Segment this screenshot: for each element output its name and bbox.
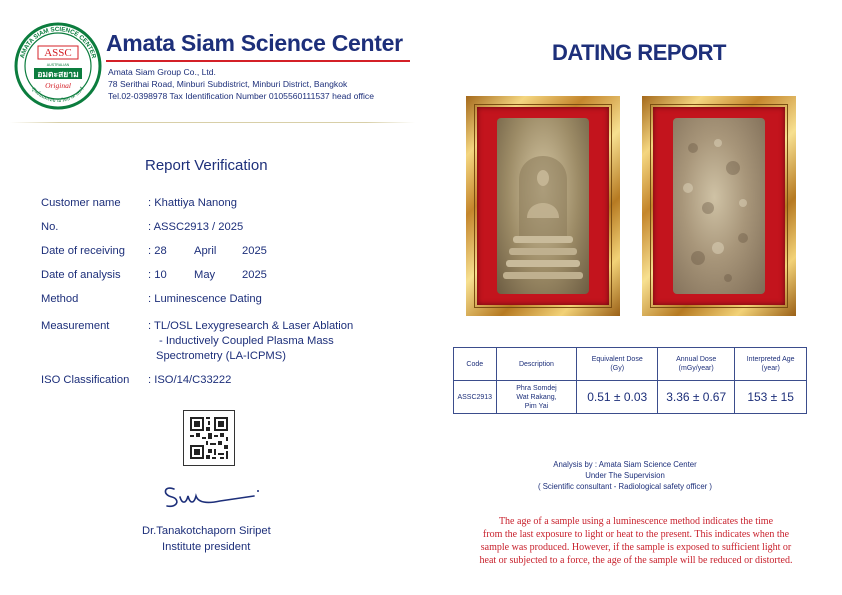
table-header-row	[454, 348, 807, 381]
signer-name: Dr.Tanakotchaporn Siripet	[142, 525, 271, 537]
number-value: : ASSC2913 / 2025	[148, 221, 244, 233]
header-annual-dose: Annual Dose (mGy/year)	[658, 348, 735, 381]
dating-results-table	[453, 347, 807, 414]
svg-text:อมตะสยาม: อมตะสยาม	[37, 70, 79, 80]
signer-title: Institute president	[162, 541, 251, 553]
note-line-4: heat or subjected to a force, the age of the sample will be reduced or distorted.	[479, 555, 793, 566]
number-label: No.	[41, 221, 59, 233]
cell-equivalent-dose: 0.51 ± 0.03	[577, 381, 658, 414]
iso-value: : ISO/14/C33222	[148, 374, 232, 386]
analysis-day: : 10	[148, 269, 167, 281]
analysis-consultant: ( Scientific consultant - Radiological safety officer )	[537, 482, 713, 491]
measurement-label: Measurement	[41, 320, 110, 332]
method-value: : Luminescence Dating	[148, 293, 262, 305]
svg-text:Original: Original	[45, 81, 71, 90]
customer-value: : Khattiya Nanong	[148, 197, 237, 209]
analysis-year: 2025	[242, 269, 267, 281]
org-name: Amata Siam Science Center	[106, 30, 403, 56]
customer-label: Customer name	[41, 197, 121, 209]
amulet-front-photo	[466, 96, 620, 316]
cell-code: ASSC2913	[454, 381, 497, 414]
measurement-line-2: - Inductively Coupled Plasma Mass	[159, 335, 334, 347]
method-label: Method	[41, 293, 79, 305]
org-group: Amata Siam Group Co., Ltd.	[108, 67, 216, 77]
report-title: DATING REPORT	[552, 40, 726, 65]
note-line-2: from the last exposure to light or heat to the present. This indicates when the	[482, 529, 790, 540]
header-equivalent-dose: Equivalent Dose (Gy)	[577, 348, 658, 381]
receiving-label: Date of receiving	[41, 245, 125, 257]
svg-text:ASSC: ASSC	[44, 47, 72, 59]
amulet-back-photo	[642, 96, 796, 316]
org-contact: Tel.02-0398978 Tax Identification Number 0105560111537 head office	[108, 91, 374, 101]
cell-description: Phra Somdej Wat Rakang, Pim Yai	[496, 381, 577, 414]
analysis-month: May	[194, 269, 216, 281]
verification-title: Report Verification	[145, 157, 268, 174]
header-divider	[10, 122, 415, 123]
cell-interpreted-age: 153 ± 15	[735, 381, 807, 414]
svg-text:AUSTRALIAN: AUSTRALIAN	[46, 63, 70, 67]
signature	[160, 482, 264, 512]
table-row	[454, 381, 807, 414]
receiving-month: April	[194, 245, 217, 257]
measurement-line-3: Spectrometry (LA-ICPMS)	[156, 350, 286, 362]
org-address: 78 Serithai Road, Minburi Subdistrict, Minburi District, Bangkok	[108, 79, 348, 89]
amulet-front	[497, 118, 589, 294]
org-rule	[106, 60, 410, 62]
analysis-supervision: Under The Supervision	[585, 471, 665, 480]
amulet-back	[673, 118, 765, 294]
iso-label: ISO Classification	[41, 374, 130, 386]
measurement-line-1: : TL/OSL Lexygresearch & Laser Ablation	[148, 320, 354, 332]
analysis-date-label: Date of analysis	[41, 269, 121, 281]
header-code: Code	[454, 348, 497, 381]
receiving-day: : 28	[148, 245, 167, 257]
svg-text:ศูนย์อมตะสยามวิทยาศาสตร์: ศูนย์อมตะสยามวิทยาศาสตร์	[30, 86, 86, 105]
note-line-1: The age of a sample using a luminescence method indicates the time	[498, 516, 774, 527]
header-interpreted-age: Interpreted Age (year)	[735, 348, 807, 381]
qr-code[interactable]	[183, 410, 235, 466]
receiving-year: 2025	[242, 245, 267, 257]
header-description: Description	[496, 348, 577, 381]
analysis-by: Analysis by : Amata Siam Science Center	[553, 460, 697, 469]
note-line-3: sample was produced. However, if the sample is exposed to sufficient light or	[480, 542, 792, 553]
svg-text:AMATA SIAM SCIENCE CENTER: AMATA SIAM SCIENCE CENTER	[18, 25, 98, 60]
cell-annual-dose: 3.36 ± 0.67	[658, 381, 735, 414]
assc-logo	[14, 22, 102, 110]
